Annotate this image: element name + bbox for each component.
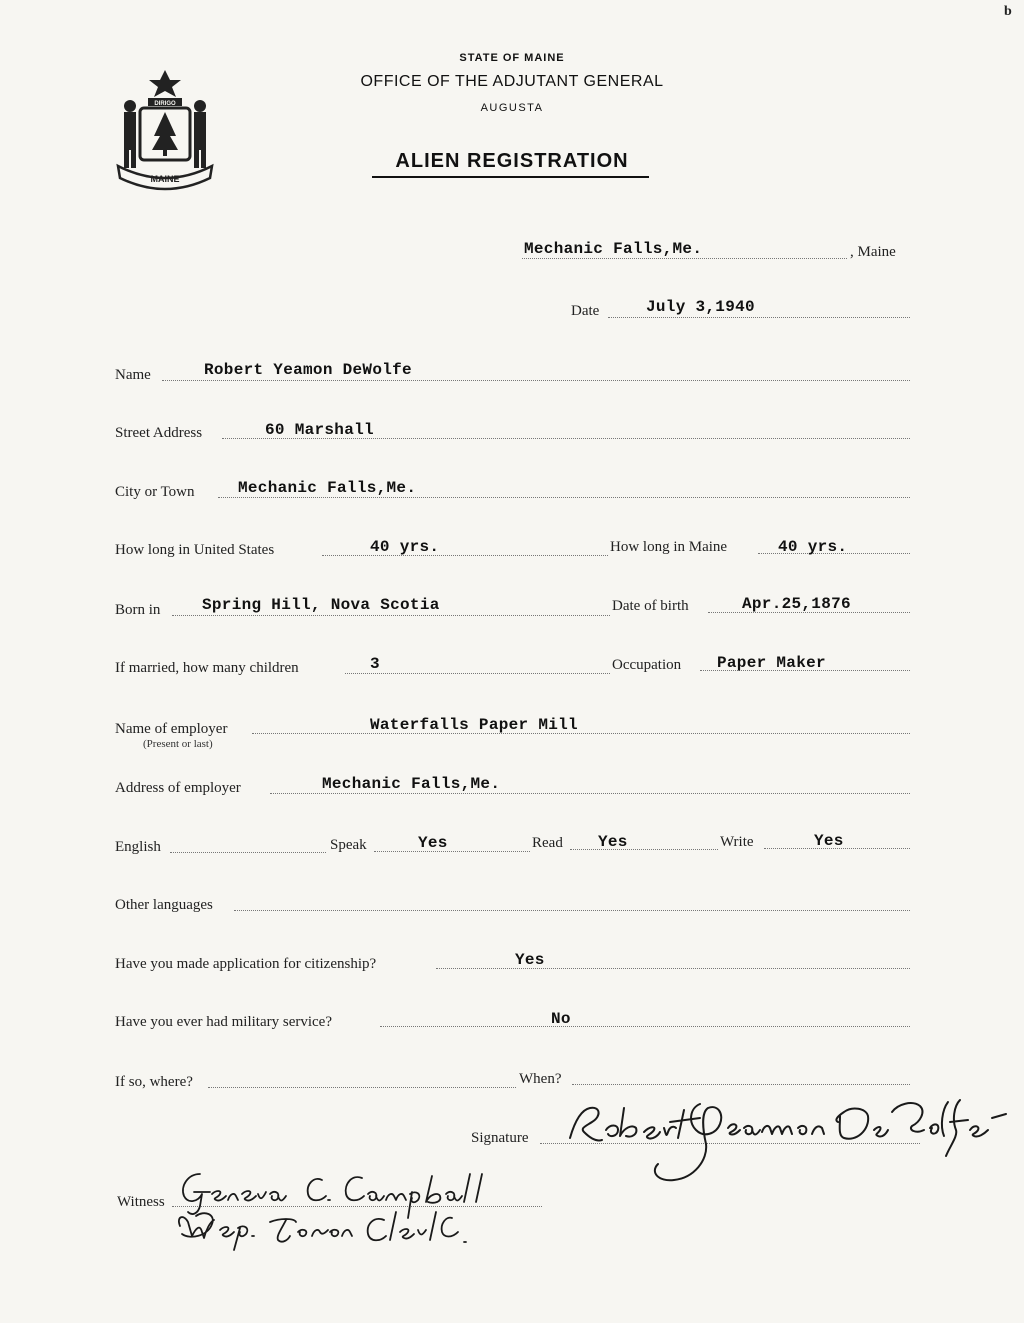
born-label: Born in bbox=[115, 602, 161, 618]
witness-line2-text: Dep. Town Clerk. bbox=[170, 1251, 178, 1252]
us-duration-value: 40 yrs. bbox=[370, 538, 440, 556]
citizenship-label: Have you made application for citizenship? bbox=[115, 956, 377, 972]
signature-label: Signature bbox=[471, 1130, 529, 1146]
street-label: Street Address bbox=[115, 425, 203, 441]
seal-banner-text: MAINE bbox=[150, 174, 180, 184]
header-state: STATE OF MAINE bbox=[459, 52, 565, 64]
employer-sublabel: (Present or last) bbox=[143, 738, 213, 750]
military-label: Have you ever had military service? bbox=[115, 1014, 332, 1030]
date-label: Date bbox=[571, 303, 600, 319]
read-value: Yes bbox=[598, 833, 628, 851]
other-languages-label: Other languages bbox=[115, 897, 213, 913]
where-dots bbox=[208, 1087, 516, 1088]
military-dots bbox=[380, 1026, 910, 1027]
header-office: OFFICE OF THE ADJUTANT GENERAL bbox=[360, 73, 664, 90]
speak-label: Speak bbox=[330, 837, 367, 853]
city-value: Mechanic Falls,Me. bbox=[238, 479, 417, 497]
place-value: Mechanic Falls,Me. bbox=[524, 240, 703, 258]
speak-dots bbox=[374, 851, 530, 852]
date-value: July 3,1940 bbox=[646, 298, 755, 316]
read-label: Read bbox=[532, 835, 563, 851]
occupation-label: Occupation bbox=[612, 657, 682, 673]
witness-handwriting bbox=[170, 1162, 540, 1252]
dob-label: Date of birth bbox=[612, 598, 689, 614]
write-label: Write bbox=[720, 834, 754, 850]
header-city: AUGUSTA bbox=[480, 102, 544, 114]
employer-value: Waterfalls Paper Mill bbox=[370, 716, 578, 734]
name-dots bbox=[162, 380, 910, 381]
place-dots bbox=[522, 258, 847, 259]
form-title: ALIEN REGISTRATION bbox=[395, 150, 629, 172]
other-languages-dots bbox=[234, 910, 910, 911]
children-value: 3 bbox=[370, 655, 380, 673]
name-value: Robert Yeamon DeWolfe bbox=[204, 361, 412, 379]
corner-mark: b bbox=[1004, 4, 1012, 19]
city-dots bbox=[218, 497, 910, 498]
us-duration-label: How long in United States bbox=[115, 542, 275, 558]
name-label: Name bbox=[115, 367, 151, 383]
employer-dots bbox=[252, 733, 910, 734]
signature-text: Robert Yeamon DeWolfe bbox=[540, 1194, 551, 1195]
english-label: English bbox=[115, 839, 161, 855]
signature-handwriting bbox=[540, 1086, 1010, 1196]
born-value: Spring Hill, Nova Scotia bbox=[202, 596, 440, 614]
when-label: When? bbox=[519, 1071, 562, 1087]
when-dots bbox=[572, 1084, 910, 1085]
maine-duration-label: How long in Maine bbox=[610, 539, 728, 555]
citizenship-dots bbox=[436, 968, 910, 969]
military-value: No bbox=[551, 1010, 571, 1028]
witness-line1-text: Geneva C. Campbell bbox=[170, 1250, 179, 1251]
employer-address-value: Mechanic Falls,Me. bbox=[322, 775, 501, 793]
read-dots bbox=[570, 849, 718, 850]
where-label: If so, where? bbox=[115, 1074, 193, 1090]
employer-address-label: Address of employer bbox=[115, 780, 241, 796]
citizenship-value: Yes bbox=[515, 951, 545, 969]
children-label: If married, how many children bbox=[115, 660, 299, 676]
english-dots bbox=[170, 852, 326, 853]
children-dots bbox=[345, 673, 610, 674]
city-label: City or Town bbox=[115, 484, 195, 500]
witness-label: Witness bbox=[117, 1194, 165, 1210]
dob-value: Apr.25,1876 bbox=[742, 595, 851, 613]
employer-label: Name of employer bbox=[115, 721, 228, 737]
date-dots bbox=[608, 317, 910, 318]
seal-motto-text: DIRIGO bbox=[154, 101, 176, 107]
speak-value: Yes bbox=[418, 834, 448, 852]
title-underline bbox=[372, 176, 649, 178]
us-duration-dots bbox=[322, 555, 608, 556]
maine-duration-value: 40 yrs. bbox=[778, 538, 848, 556]
place-suffix-label: , Maine bbox=[850, 244, 896, 260]
employer-address-dots bbox=[270, 793, 910, 794]
occupation-value: Paper Maker bbox=[717, 654, 826, 672]
write-value: Yes bbox=[814, 832, 844, 850]
street-value: 60 Marshall bbox=[265, 421, 374, 439]
born-dots bbox=[172, 615, 610, 616]
